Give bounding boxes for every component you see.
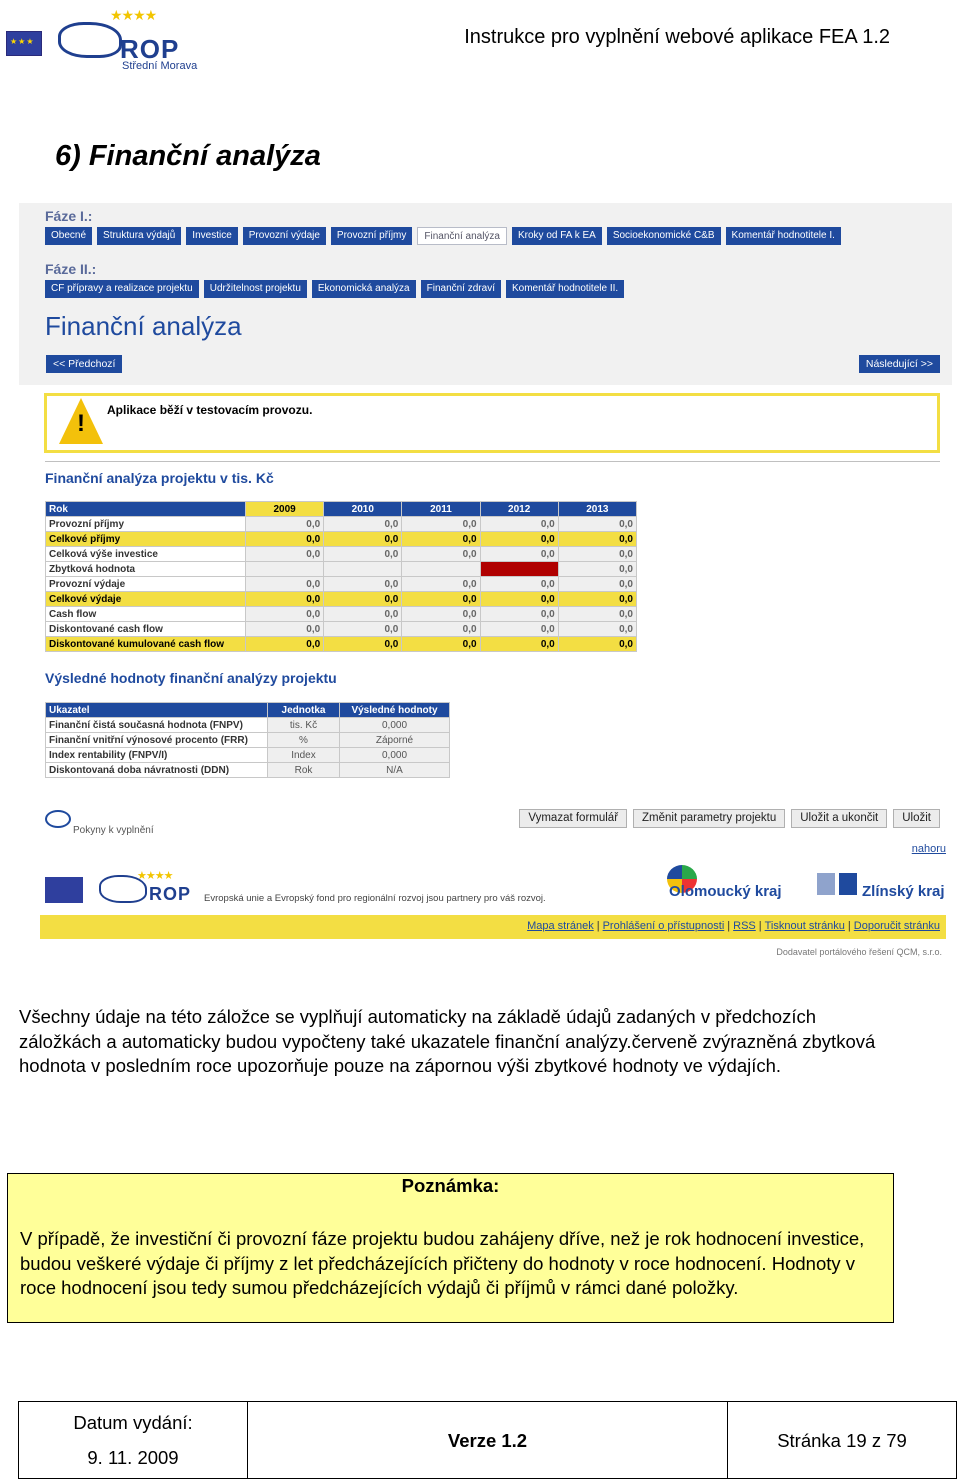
document-header (0, 0, 960, 80)
tab-udrzitelnost[interactable]: Udržitelnost projektu (204, 280, 307, 298)
table-cell: 0,0 (324, 637, 402, 652)
table-cell: 0,0 (324, 592, 402, 607)
document-footer (18, 1401, 957, 1479)
phase2-label: Fáze II.: (45, 261, 97, 277)
table-cell: Záporné (340, 733, 450, 748)
table-row (46, 733, 450, 748)
row-label: Diskontovaná doba návratnosti (DDN) (46, 763, 268, 778)
app-screenshot (19, 203, 952, 963)
rop-logo-text: ROP (149, 884, 192, 904)
table-cell: 0,0 (324, 577, 402, 592)
row-label: Celková výše investice (46, 547, 246, 562)
table-row (46, 547, 637, 562)
financial-analysis-table (45, 501, 637, 652)
row-label: Diskontované kumulované cash flow (46, 637, 246, 652)
footer-links: Mapa stránek | Prohlášení o přístupnosti | RSS | Tisknout stránku | Doporučit stránku (527, 920, 940, 932)
table-cell: 0,0 (480, 517, 558, 532)
row-label: Diskontované cash flow (46, 622, 246, 637)
save-and-close-button[interactable]: Uložit a ukončit (791, 809, 887, 828)
table-cell (324, 562, 402, 577)
table-cell: 0,0 (402, 622, 480, 637)
table-cell (480, 562, 558, 577)
table-cell: 0,0 (246, 622, 324, 637)
footer-version-cell (248, 1402, 728, 1478)
footer-date-value: 9. 11. 2009 (87, 1447, 179, 1468)
supplier-text: Dodavatel portálového řešení QCM, s.r.o. (776, 947, 942, 957)
stars-icon: ★★★★ (137, 869, 173, 882)
column-header: Ukazatel (46, 703, 268, 718)
table-cell: 0,0 (558, 532, 636, 547)
table-cell: 0,0 (246, 532, 324, 547)
table-row (46, 592, 637, 607)
tab-komentar-1[interactable]: Komentář hodnotitele I. (726, 227, 841, 245)
table-cell: 0,0 (402, 607, 480, 622)
tab-obecne[interactable]: Obecné (45, 227, 92, 245)
accessibility-link[interactable]: Prohlášení o přístupnosti (602, 920, 725, 932)
tab-financni-analyza[interactable]: Finanční analýza (417, 227, 507, 245)
table-cell: 0,0 (558, 562, 636, 577)
stars-icon: ★★★★ (110, 8, 157, 24)
tab-investice[interactable]: Investice (186, 227, 237, 245)
table-cell: Rok (268, 763, 340, 778)
footer-logos (19, 863, 952, 913)
table-cell: 0,0 (246, 607, 324, 622)
table-cell: 0,0 (558, 607, 636, 622)
tab-cf-pripravy[interactable]: CF přípravy a realizace projektu (45, 280, 199, 298)
results-title: Výsledné hodnoty finanční analýzy projektu (45, 670, 337, 686)
table-cell: Index (268, 748, 340, 763)
table-cell (246, 562, 324, 577)
table-cell (402, 562, 480, 577)
table-header-row (46, 502, 637, 517)
rop-logo-subtext: Střední Morava (122, 60, 198, 72)
recommend-link[interactable]: Doporučit stránku (853, 920, 940, 932)
row-label: Provozní příjmy (46, 517, 246, 532)
row-label: Zbytková hodnota (46, 562, 246, 577)
tab-provozni-prijmy[interactable]: Provozní příjmy (331, 227, 412, 245)
page-title: Finanční analýza (45, 311, 242, 341)
change-params-button[interactable]: Změnit parametry projektu (633, 809, 785, 828)
row-label: Provozní výdaje (46, 577, 246, 592)
table-cell: 0,0 (480, 592, 558, 607)
description-paragraph: Všechny údaje na této záložce se vyplňují automaticky na základě údajů zadaných v předchozích záložkách a automaticky budou vypočteny také ukazatele finanční analýzy.červeně zvýrazněná zbytková hodnota v posledním roce upozorňuje pouze na zápornou výši zbytkové hodnoty ve výdajích. (19, 1006, 876, 1076)
table-cell: 0,0 (480, 622, 558, 637)
footer-eu-text: Evropská unie a Evropský fond pro regionální rozvoj jsou partnery pro váš rozvoj. (204, 893, 546, 904)
clear-form-button[interactable]: Vymazat formulář (519, 809, 627, 828)
tab-financni-zdravi[interactable]: Finanční zdraví (421, 280, 501, 298)
phase1-tabs (45, 227, 841, 245)
rss-link[interactable]: RSS (733, 920, 756, 932)
table-cell: 0,0 (480, 547, 558, 562)
column-header: 2012 (480, 502, 558, 517)
table-row (46, 532, 637, 547)
table-cell: 0,0 (480, 577, 558, 592)
table-cell: N/A (340, 763, 450, 778)
table-cell: 0,0 (558, 637, 636, 652)
czech-map-icon (58, 22, 122, 58)
table-cell: 0,0 (480, 532, 558, 547)
row-label: Index rentability (FNPV/I) (46, 748, 268, 763)
section-heading: 6) Finanční analýza (55, 140, 321, 172)
table-cell: 0,0 (402, 637, 480, 652)
footer-date-cell (19, 1402, 248, 1478)
table-cell: 0,000 (340, 718, 450, 733)
eu-flag-icon (6, 31, 42, 56)
column-header: 2010 (324, 502, 402, 517)
eu-flag-icon (45, 877, 83, 903)
warning-text: Aplikace běží v testovacím provozu. (107, 403, 313, 417)
row-label: Celkové výdaje (46, 592, 246, 607)
table-cell: 0,0 (324, 532, 402, 547)
tab-struktura-vydaju[interactable]: Struktura výdajů (97, 227, 181, 245)
table-row (46, 748, 450, 763)
table-cell: 0,0 (558, 592, 636, 607)
table-row (46, 622, 637, 637)
column-header: 2013 (558, 502, 636, 517)
tab-kroky-fa-ea[interactable]: Kroky od FA k EA (512, 227, 602, 245)
phase1-label: Fáze I.: (45, 208, 93, 224)
phase2-tabs (45, 280, 624, 298)
footer-links-bar (40, 915, 946, 939)
table-cell: 0,0 (324, 547, 402, 562)
next-button[interactable]: Následující >> (859, 355, 940, 373)
table-row (46, 577, 637, 592)
action-buttons (519, 809, 940, 828)
table-cell: 0,0 (246, 577, 324, 592)
zlinsky-kraj-icon (817, 873, 857, 895)
table-cell: 0,000 (340, 748, 450, 763)
tab-provozni-vydaje[interactable]: Provozní výdaje (243, 227, 326, 245)
footer-version: Verze 1.2 (447, 1430, 528, 1451)
rop-logo (99, 871, 209, 909)
rop-logo-text: ROP (120, 34, 180, 64)
table-row (46, 607, 637, 622)
fin-table-title: Finanční analýza projektu v tis. Kč (45, 470, 274, 486)
results-table (45, 702, 450, 778)
table-cell: 0,0 (402, 532, 480, 547)
table-cell: 0,0 (324, 607, 402, 622)
back-to-top-link[interactable]: nahoru (911, 843, 946, 855)
note-text: V případě, že investiční či provozní fáze projektu budou zahájeny dříve, než je rok hodnocení investice, budou veškeré výdaje či příjmy z let předcházejících přičteny do hodnoty v roce hodnocení. Hodnoty v roce hodnocení jsou tedy sumou předcházejících výdajů či příjmů v rámci dané položky. (20, 1228, 865, 1298)
divider (45, 461, 940, 462)
sitemap-link[interactable]: Mapa stránek (527, 920, 594, 932)
column-header: Jednotka (268, 703, 340, 718)
table-cell: 0,0 (246, 517, 324, 532)
table-cell: 0,0 (480, 637, 558, 652)
table-row (46, 718, 450, 733)
table-cell: 0,0 (246, 637, 324, 652)
table-cell: tis. Kč (268, 718, 340, 733)
row-label: Finanční čistá současná hodnota (FNPV) (46, 718, 268, 733)
table-cell: 0,0 (558, 547, 636, 562)
footer-page-cell (728, 1402, 956, 1478)
speech-bubble-icon (45, 810, 71, 828)
table-cell: 0,0 (402, 577, 480, 592)
table-cell: 0,0 (324, 517, 402, 532)
table-row (46, 517, 637, 532)
table-cell: 0,0 (402, 592, 480, 607)
footer-date-label: Datum vydání: (73, 1412, 193, 1433)
table-row (46, 562, 637, 577)
tab-socioekonomicke[interactable]: Socioekonomické C&B (607, 227, 721, 245)
tab-ekonomicka-analyza[interactable]: Ekonomická analýza (312, 280, 416, 298)
zlinsky-kraj-logo: Zlínský kraj (862, 883, 945, 900)
column-header: Výsledné hodnoty (340, 703, 450, 718)
note-box (7, 1173, 894, 1323)
table-cell: 0,0 (558, 622, 636, 637)
table-cell: 0,0 (402, 517, 480, 532)
note-title: Poznámka: (401, 1175, 500, 1196)
table-row (46, 763, 450, 778)
prev-button[interactable]: << Předchozí (46, 355, 122, 373)
table-cell: 0,0 (480, 607, 558, 622)
table-cell: 0,0 (558, 577, 636, 592)
table-cell: % (268, 733, 340, 748)
tab-komentar-2[interactable]: Komentář hodnotitele II. (506, 280, 624, 298)
footer-page-number: Stránka 19 z 79 (777, 1430, 907, 1451)
olomoucky-kraj-logo: Olomoucký kraj (669, 883, 782, 900)
table-cell: 0,0 (558, 517, 636, 532)
column-header: 2011 (402, 502, 480, 517)
column-header: 2009 (246, 502, 324, 517)
help-link-label: Pokyny k vyplnění (73, 825, 154, 836)
row-label: Cash flow (46, 607, 246, 622)
document-title: Instrukce pro vyplnění webové aplikace FEA 1.2 (464, 26, 890, 48)
row-label: Celkové příjmy (46, 532, 246, 547)
rop-logo (58, 8, 208, 72)
warning-box: ! Aplikace běží v testovacím provozu. (44, 393, 940, 453)
print-link[interactable]: Tisknout stránku (764, 920, 845, 932)
save-button[interactable]: Uložit (893, 809, 940, 828)
table-cell: 0,0 (246, 592, 324, 607)
column-header: Rok (46, 502, 246, 517)
table-cell: 0,0 (402, 547, 480, 562)
row-label: Finanční vnitřní výnosové procento (FRR) (46, 733, 268, 748)
table-cell: 0,0 (324, 622, 402, 637)
table-cell: 0,0 (246, 547, 324, 562)
table-header-row (46, 703, 450, 718)
table-row (46, 637, 637, 652)
